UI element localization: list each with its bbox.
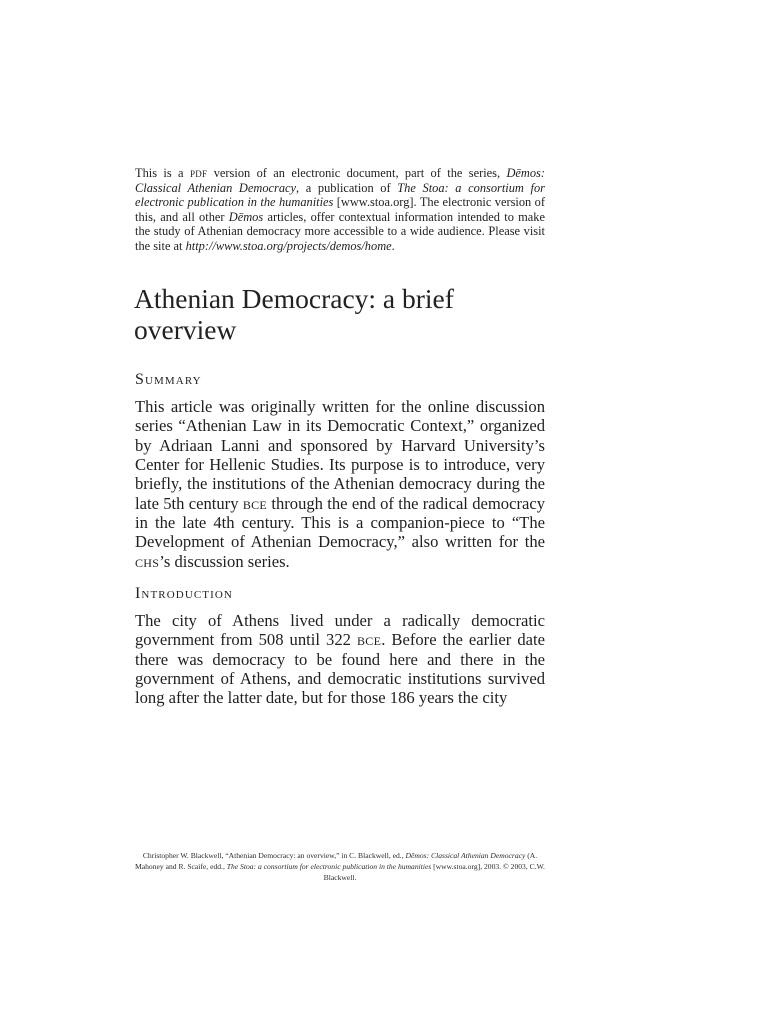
note-text: [www.stoa.org]. The electronic version of this, and all other bbox=[135, 195, 545, 224]
site-url[interactable]: http://www.stoa.org/projects/demos/home bbox=[185, 238, 392, 253]
publisher-name: The Stoa: a consortium for electronic publication in the humanities bbox=[135, 180, 545, 210]
footer-text: Christopher W. Blackwell, “Athenian Democracy: an overview,” in C. Blackwell, ed., bbox=[142, 851, 406, 860]
footer-series: Dēmos: Classical Athenian Democracy bbox=[405, 851, 526, 860]
introduction-text: . Before the earlier date there was democracy to be found here and there in the government of Athens, and democratic institutions survived long after the latter date, but for those 186 years the city bbox=[135, 630, 545, 708]
note-text: , a publication of bbox=[296, 180, 398, 195]
note-text: . bbox=[391, 238, 395, 253]
series-title: Dēmos: Classical Athenian Democracy bbox=[135, 166, 545, 195]
footer-publisher: The Stoa: a consortium for electronic publication in the humanities bbox=[226, 861, 432, 871]
pdf-abbrev: pdf bbox=[189, 166, 208, 180]
publication-note bbox=[135, 166, 545, 254]
footer-text: (A. Mahoney and R. Scaife, edd., bbox=[135, 851, 538, 871]
introduction-text: The city of Athens lived under a radically democratic government from 508 until 322 bbox=[135, 611, 545, 650]
document-title: Athenian Democracy: a brief overview bbox=[134, 283, 454, 345]
footer-text: [www.stoa.org], 2003. © 2003, C.W. Blackwell. bbox=[323, 861, 545, 882]
demos-name: Dēmos bbox=[228, 209, 264, 224]
bce-abbrev: bce bbox=[242, 493, 268, 513]
summary-text: through the end of the radical democracy in the late 4th century. This is a companion-piece to “The Development of Athenian Democracy,” also written for the bbox=[135, 493, 545, 552]
bce-abbrev: bce bbox=[356, 630, 382, 650]
note-text: articles, offer contextual information intended to make the study of Athenian democracy more accessible to a wide audience. Please visit the site at bbox=[135, 209, 545, 253]
citation-footer bbox=[130, 851, 550, 883]
chs-abbrev: chs bbox=[135, 551, 160, 571]
summary-heading: Summary bbox=[135, 371, 202, 388]
introduction-heading: Introduction bbox=[135, 585, 233, 602]
note-text: version of an electronic document, part of the series, bbox=[207, 166, 507, 180]
summary-text: ’s discussion series. bbox=[159, 551, 290, 571]
summary-text: This article was originally written for the online discussion series “Athenian Law in its Democratic Context,” organized by Adriaan Lanni and sponsored by Harvard University’s Center for Hellenic Studies. Its purpose is to introduce, very briefly, the institutions of the Athenian democracy during the late 5th century bbox=[135, 397, 545, 513]
summary-paragraph bbox=[135, 397, 545, 571]
note-text: This is a bbox=[135, 166, 190, 180]
introduction-paragraph bbox=[135, 611, 545, 708]
